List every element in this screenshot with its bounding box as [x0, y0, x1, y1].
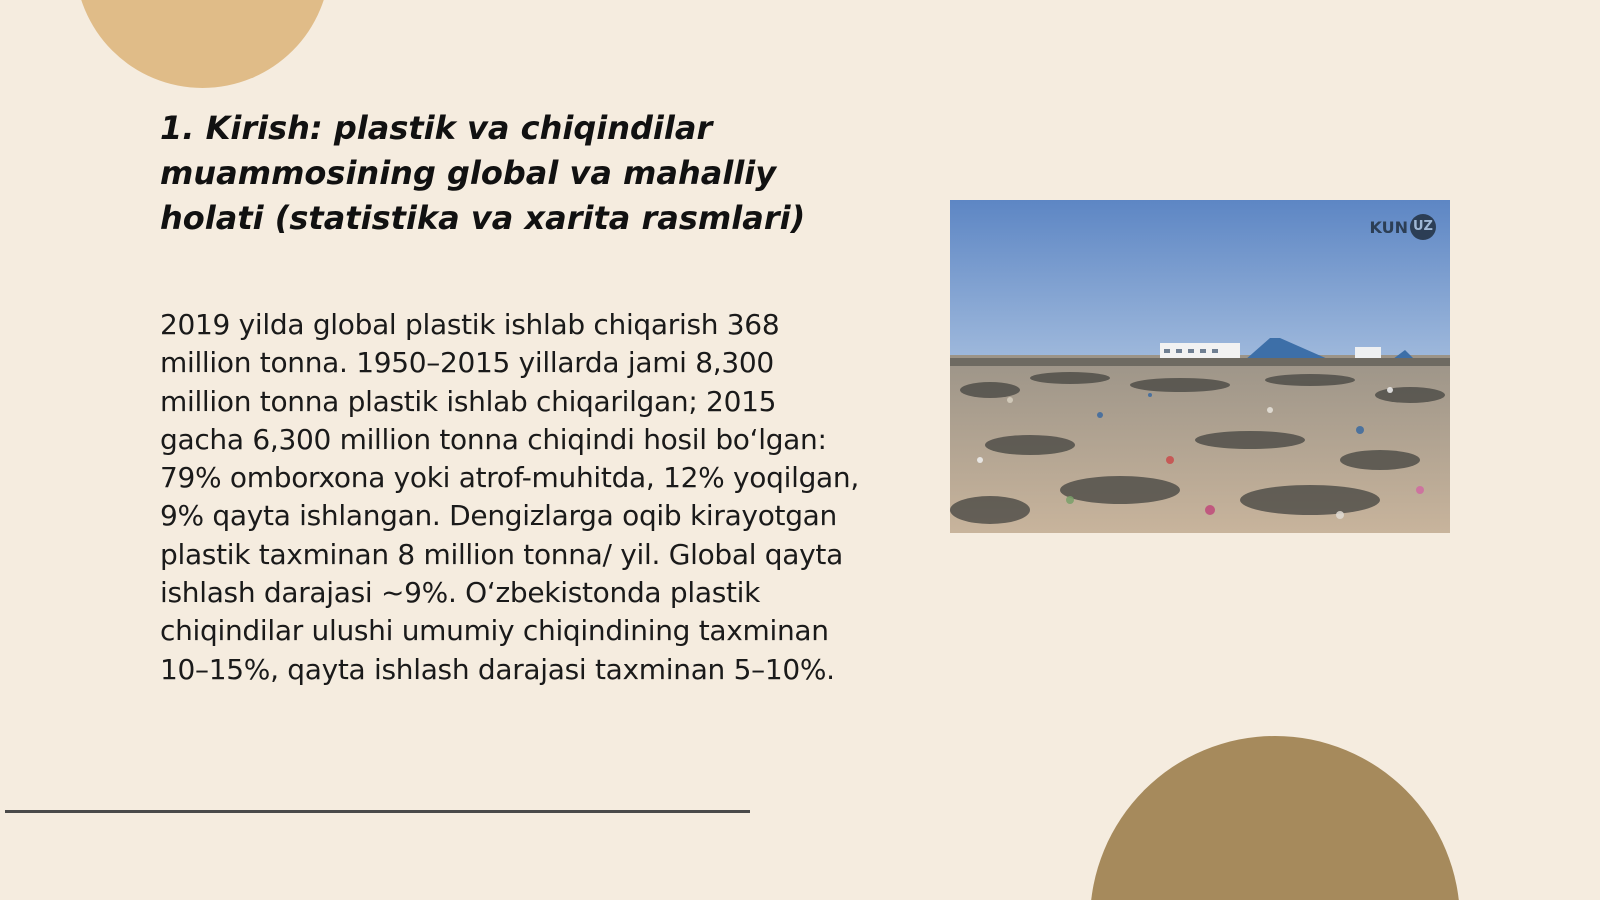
slide-body-text: 2019 yilda global plastik ishlab chiqarish 368 million tonna. 1950–2015 yillarda jami 8,300 million tonna plastik ishlab chiqarilgan; 2015 gacha 6,300 million tonna chiqindi hosil bo‘lgan: 79% omborxona yoki atrof-muhitda, 12% yoqilgan, 9% qayta ishlangan. Dengizlarga oqib kirayotgan plastik taxminan 8 million tonna/ yil. Global qayta ishlash darajasi ~9%. O‘zbekistonda plastik chiqindilar ulushi umumiy chiqindining taxminan 10–15%, qayta ishlash darajasi taxminan 5–10%.	[160, 308, 859, 686]
slide-title: 1. Kirish: plastik va chiqindilar muammosining global va mahalliy holati (statistika va xarita rasmlari)	[160, 109, 806, 237]
landfill-photo	[950, 200, 1450, 533]
decorative-circle-top	[75, 0, 330, 88]
horizontal-divider	[5, 810, 750, 813]
decorative-circle-bottom	[1090, 736, 1460, 900]
kun-uz-logo	[1370, 214, 1437, 240]
logo-badge: UZ	[1410, 214, 1436, 240]
logo-text: KUN	[1369, 217, 1408, 237]
